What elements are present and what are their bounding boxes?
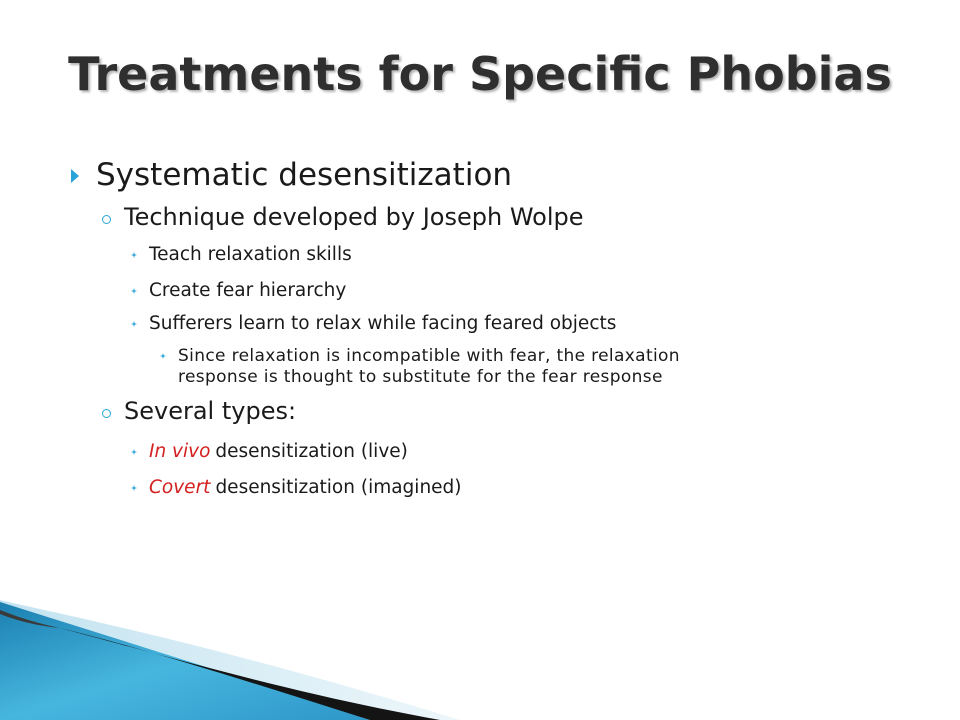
bullet-text: Teach relaxation skills — [149, 244, 352, 265]
triangle-bullet-icon — [71, 169, 79, 183]
bullet-text: Several types: — [124, 397, 297, 425]
slide-title: Treatments for Specific Phobias — [68, 47, 892, 101]
bullet-item-level3 — [149, 477, 462, 498]
bullet-text: Systematic desensitization — [96, 157, 513, 193]
bullet-text: Sufferers learn to relax while facing feared objects — [149, 313, 617, 334]
circle-bullet-icon — [102, 409, 111, 418]
bullet-item-level2 — [124, 203, 584, 231]
bullet-item-level3 — [149, 441, 408, 462]
bullet-item-level3 — [149, 280, 346, 301]
bullet-item-level1 — [96, 157, 512, 193]
bullet-text-line: response is thought to substitute for the fear response — [178, 367, 663, 387]
bullet-item-level4 — [178, 346, 878, 388]
bullet-text: desensitization (imagined) — [215, 477, 462, 498]
bullet-text: Create fear hierarchy — [149, 280, 347, 301]
bullet-text: Technique developed by Joseph Wolpe — [124, 203, 584, 231]
bullet-item-level3 — [149, 313, 616, 334]
emphasis-text: In vivo — [149, 441, 211, 462]
bullet-item-level3 — [149, 244, 352, 265]
emphasis-text: Covert — [149, 477, 211, 498]
bullet-item-level2 — [124, 397, 296, 425]
circle-bullet-icon — [102, 215, 111, 224]
bullet-text: desensitization (live) — [215, 441, 408, 462]
bullet-text-line: Since relaxation is incompatible with fear, the relaxation — [178, 346, 680, 366]
